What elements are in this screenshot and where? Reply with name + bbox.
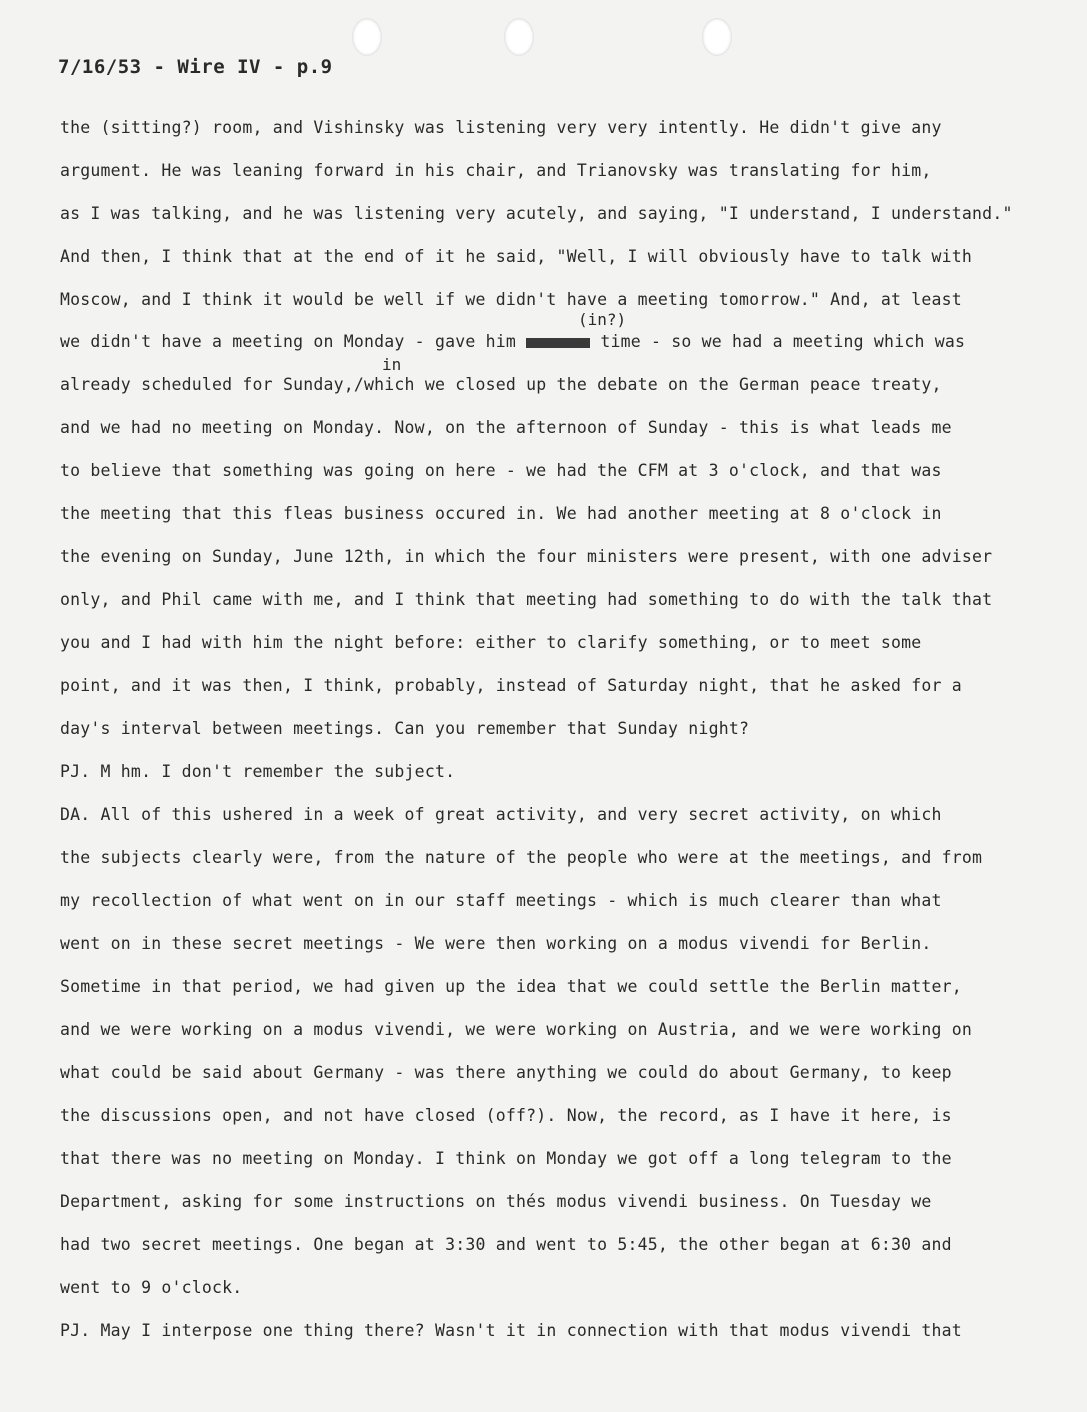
text-line: what could be said about Germany - was there anything we could do about Germany, to keep [60, 1063, 952, 1082]
punch-hole-3 [702, 18, 732, 56]
text-line: my recollection of what went on in our staff meetings - which is much clearer than what [60, 891, 942, 910]
text-line: Sometime in that period, we had given up the idea that we could settle the Berlin matter, [60, 977, 962, 996]
text-line [60, 332, 965, 351]
text-line: the discussions open, and not have closed (off?). Now, the record, as I have it here, is [60, 1106, 952, 1125]
text-line: that there was no meeting on Monday. I think on Monday we got off a long telegram to the [60, 1149, 952, 1168]
struck-out-word [526, 338, 590, 348]
text-line: to believe that something was going on here - we had the CFM at 3 o'clock, and that was [60, 461, 942, 480]
punch-hole-1 [352, 18, 382, 56]
text-line: the evening on Sunday, June 12th, in which the four ministers were present, with one adviser [60, 547, 993, 566]
text-line: went on in these secret meetings - We were then working on a modus vivendi for Berlin. [60, 934, 932, 953]
text-line: and we had no meeting on Monday. Now, on the afternoon of Sunday - this is what leads me [60, 418, 952, 437]
text-line: went to 9 o'clock. [60, 1278, 243, 1297]
text-line: as I was talking, and he was listening very acutely, and saying, "I understand, I understand." [60, 204, 1013, 223]
text-line: point, and it was then, I think, probably, instead of Saturday night, that he asked for a [60, 676, 962, 695]
line-segment: time - so we had a meeting which was [600, 332, 966, 351]
handwritten-insertion-in: in [382, 355, 402, 374]
punch-hole-2 [504, 18, 534, 56]
handwritten-insertion-in-question: (in?) [578, 310, 627, 329]
text-line: and we were working on a modus vivendi, we were working on Austria, and we were working on [60, 1020, 973, 1039]
text-line: argument. He was leaning forward in his chair, and Trianovsky was translating for him, [60, 161, 932, 180]
text-line: already scheduled for Sunday,/which we closed up the debate on the German peace treaty, [60, 375, 942, 394]
text-line: Department, asking for some instructions on thés modus vivendi business. On Tuesday we [60, 1192, 932, 1211]
text-line: the subjects clearly were, from the nature of the people who were at the meetings, and from [60, 848, 983, 867]
text-line: you and I had with him the night before: either to clarify something, or to meet some [60, 633, 922, 652]
text-line: And then, I think that at the end of it he said, "Well, I will obviously have to talk with [60, 247, 973, 266]
line-segment: we didn't have a meeting on Monday - gave him [60, 332, 517, 351]
text-line: the meeting that this fleas business occured in. We had another meeting at 8 o'clock in [60, 504, 942, 523]
text-line: PJ. May I interpose one thing there? Wasn't it in connection with that modus vivendi that [60, 1321, 962, 1340]
page-header: 7/16/53 - Wire IV - p.9 [58, 56, 333, 78]
text-line: Moscow, and I think it would be well if we didn't have a meeting tomorrow." And, at least [60, 290, 962, 309]
text-line: the (sitting?) room, and Vishinsky was listening very very intently. He didn't give any [60, 118, 942, 137]
text-line: only, and Phil came with me, and I think that meeting had something to do with the talk that [60, 590, 993, 609]
text-line: DA. All of this ushered in a week of great activity, and very secret activity, on which [60, 805, 942, 824]
text-line: PJ. M hm. I don't remember the subject. [60, 762, 456, 781]
text-line: had two secret meetings. One began at 3:30 and went to 5:45, the other began at 6:30 and [60, 1235, 952, 1254]
text-line: day's interval between meetings. Can you remember that Sunday night? [60, 719, 750, 738]
